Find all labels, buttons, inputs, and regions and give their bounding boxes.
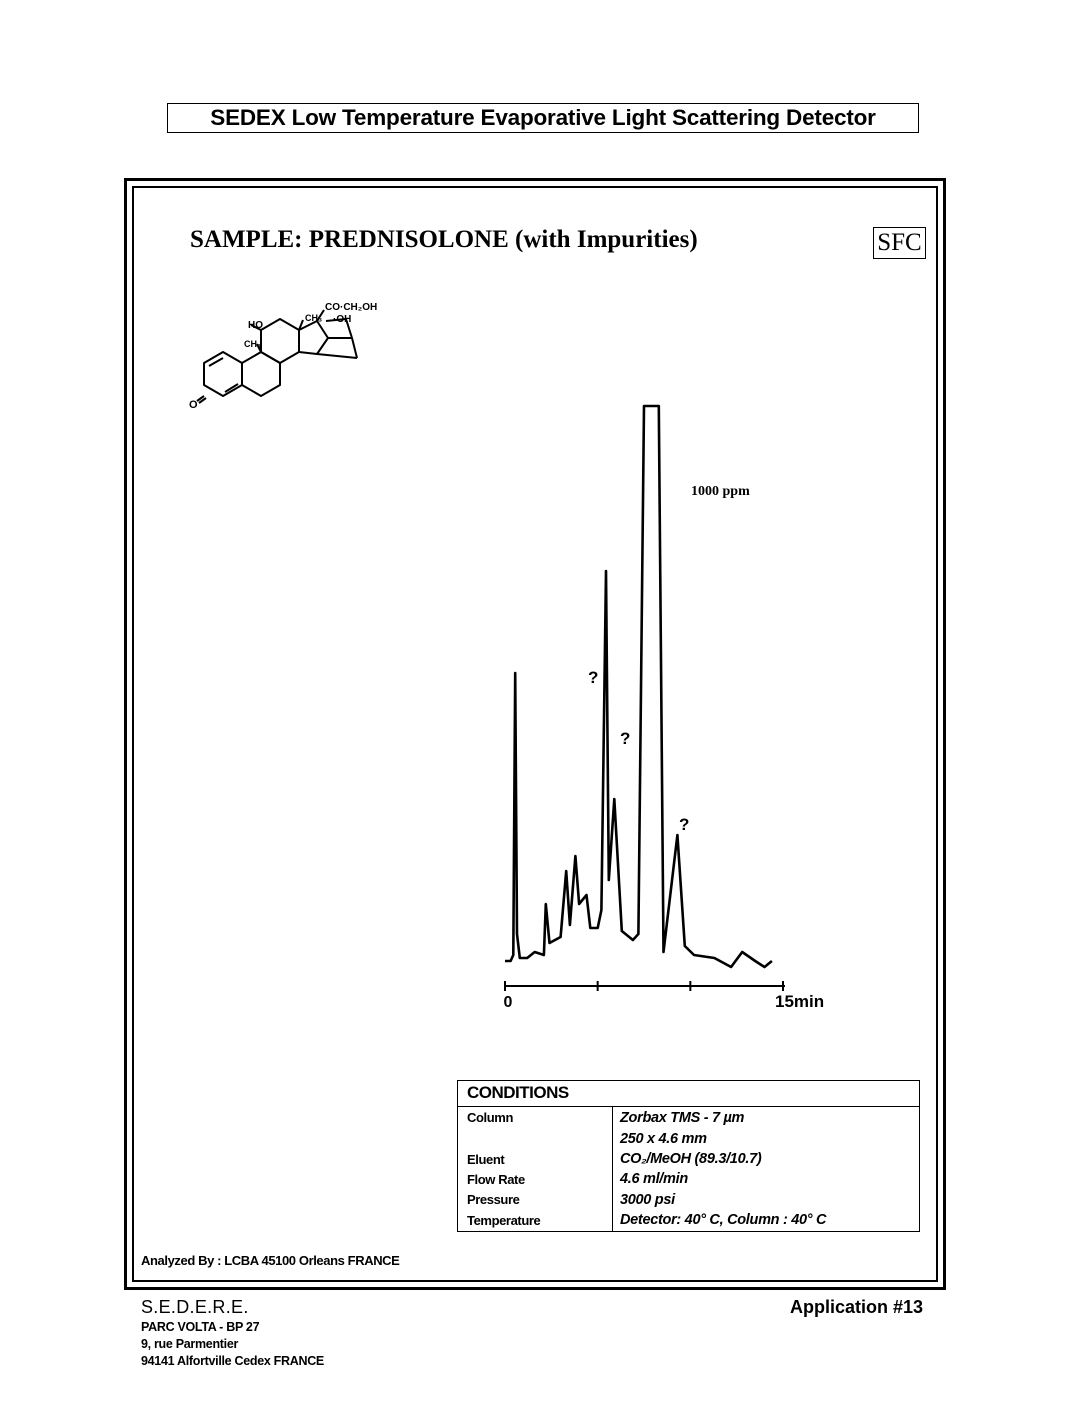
condition-label-eluent: Eluent [467, 1152, 505, 1167]
unknown-peak-label-3: ? [679, 815, 690, 834]
chromatogram [480, 395, 860, 1025]
condition-value-column: Zorbax TMS - 7 µm [620, 1110, 745, 1126]
methyl-13-label: CH₃ [305, 313, 323, 323]
sfc-badge: SFC [873, 227, 926, 259]
address-line-1: PARC VOLTA - BP 27 [141, 1320, 260, 1334]
x-axis-start-label: 0 [503, 994, 513, 1011]
address-line-2: 9, rue Parmentier [141, 1337, 239, 1351]
condition-label-temperature: Temperature [467, 1213, 541, 1228]
x-axis-end-label: 15min [775, 992, 825, 1011]
condition-label-column: Column [467, 1110, 513, 1125]
company-name: S.E.D.E.R.E. [141, 1297, 249, 1317]
condition-value-dimensions: 250 x 4.6 mm [620, 1131, 707, 1147]
document-header-title: SEDEX Low Temperature Evaporative Light Scattering Detector [167, 103, 919, 133]
condition-label-pressure: Pressure [467, 1192, 520, 1207]
condition-value-eluent: CO₂/MeOH (89.3/10.7) [620, 1151, 762, 1167]
methyl-10-label: CH₃ [244, 339, 262, 349]
side-chain-label: CO·CH₂OH [325, 302, 378, 313]
unknown-peak-label-1: ? [588, 668, 599, 687]
hydroxyl-label: ·OH [333, 314, 352, 325]
address-line-3: 94141 Alfortville Cedex FRANCE [141, 1354, 324, 1368]
keto-oxygen-label: O [189, 399, 198, 411]
conditions-table [457, 1080, 920, 1232]
conditions-column-divider [612, 1107, 613, 1231]
condition-label-flow-rate: Flow Rate [467, 1172, 525, 1187]
condition-value-pressure: 3000 psi [620, 1192, 675, 1208]
sample-title: SAMPLE: PREDNISOLONE (with Impurities) [190, 226, 698, 253]
application-number: Application #13 [790, 1297, 924, 1317]
condition-value-temperature: Detector: 40° C, Column : 40° C [620, 1212, 827, 1228]
hydroxy-11-label: HO [248, 320, 263, 331]
concentration-annotation: 1000 ppm [691, 484, 750, 499]
analyzed-by: Analyzed By : LCBA 45100 Orleans FRANCE [141, 1253, 400, 1268]
prednisolone-structure [188, 292, 400, 420]
unknown-peak-label-2: ? [620, 729, 631, 748]
condition-value-flow-rate: 4.6 ml/min [620, 1171, 688, 1187]
conditions-heading: CONDITIONS [458, 1081, 919, 1107]
